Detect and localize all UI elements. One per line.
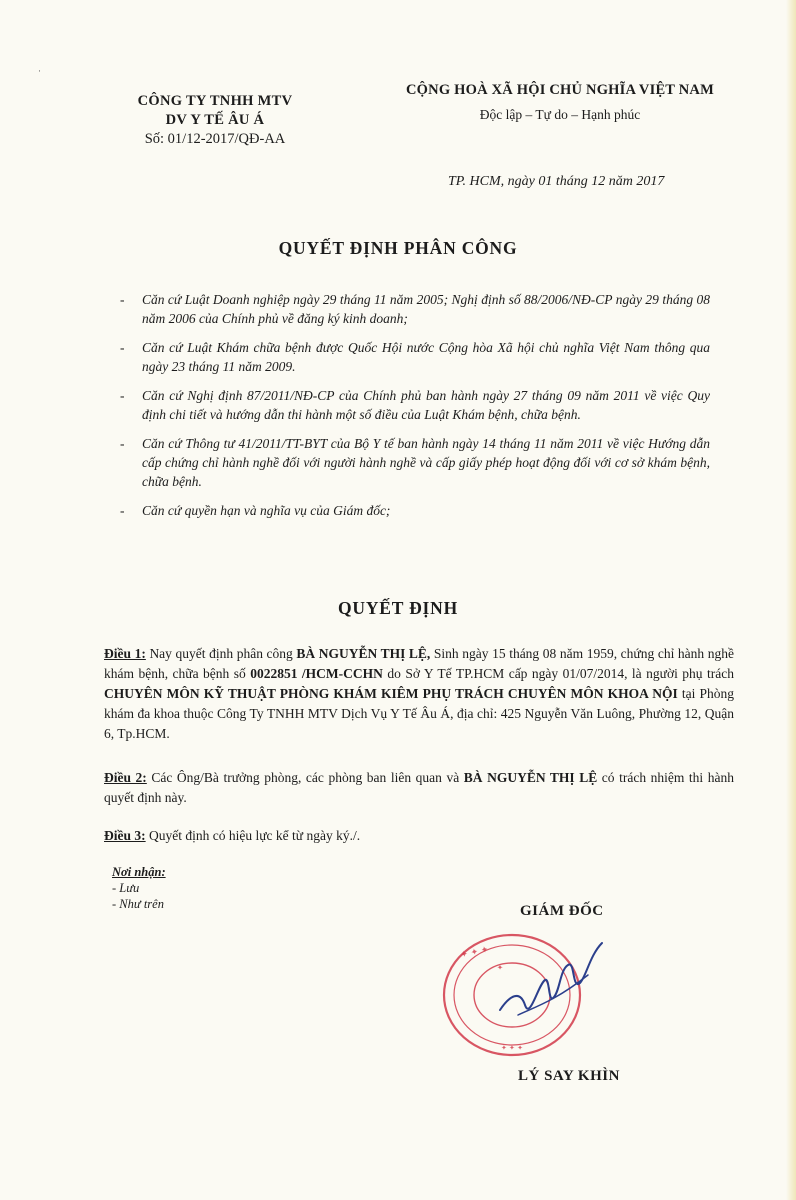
legal-basis-text: Căn cứ Nghị định 87/2011/NĐ-CP của Chính phủ ban hành ngày 27 tháng 09 năm 2011 về việc Quy định chi tiết và hướng dẫn thi hành một số điều của Luật Khám bệnh, chữa bệnh. bbox=[142, 388, 710, 422]
assignee-name: BÀ NGUYỄN THỊ LỆ, bbox=[296, 646, 431, 661]
article-1-text: Sinh ngày 15 tháng 08 năm 1959, chứng chỉ hành nghề khám bệnh, chữa bệnh số bbox=[104, 646, 734, 681]
legal-basis-text: Căn cứ Luật Khám chữa bệnh được Quốc Hội nước Cộng hòa Xã hội chủ nghĩa Việt Nam thông qua ngày 23 tháng 11 năm 2009. bbox=[142, 340, 710, 374]
svg-text:✦ ✦ ✦: ✦ ✦ ✦ bbox=[500, 1044, 524, 1052]
bullet-dash: - bbox=[120, 436, 125, 451]
assignee-name: BÀ NGUYỄN THỊ LỆ bbox=[463, 770, 598, 785]
legal-basis-text: Căn cứ quyền hạn và nghĩa vụ của Giám đốc; bbox=[142, 503, 391, 518]
document-number: Số: 01/12-2017/QĐ-AA bbox=[144, 131, 286, 147]
certificate-number: 0022851 /HCM-CCHN bbox=[250, 666, 383, 681]
director-name: LÝ SAY KHÌN bbox=[518, 1068, 620, 1084]
national-motto: Độc lập – Tự do – Hạnh phúc bbox=[479, 107, 641, 122]
company-name-line1: CÔNG TY TNHH MTV bbox=[137, 93, 293, 109]
paper-speck: · bbox=[38, 66, 41, 76]
article-3 bbox=[104, 826, 734, 846]
recipient-item: - Như trên bbox=[112, 897, 164, 911]
recipients-title: Nơi nhận: bbox=[112, 865, 166, 879]
issue-date: TP. HCM, ngày 01 tháng 12 năm 2017 bbox=[448, 174, 665, 189]
document-title: QUYẾT ĐỊNH PHÂN CÔNG bbox=[278, 238, 518, 258]
legal-basis-item bbox=[120, 434, 710, 491]
company-name-line2: DV Y TẾ ÂU Á bbox=[165, 112, 265, 128]
legal-basis-item bbox=[120, 386, 710, 424]
recipient-item: - Lưu bbox=[112, 881, 140, 895]
svg-text:✦ ✦ ✦: ✦ ✦ ✦ bbox=[459, 945, 490, 961]
legal-basis-text: Căn cứ Thông tư 41/2011/TT-BYT của Bộ Y tế ban hành ngày 14 tháng 11 năm 2011 về việc Hướng dẫn cấp chứng chỉ hành nghề đối với người hành nghề và cấp giấy phép hoạt động đối với cơ sở khám bệnh, chữa bệnh. bbox=[142, 436, 710, 489]
director-title: GIÁM ĐỐC bbox=[520, 903, 604, 919]
article-3-label: Điều 3: bbox=[104, 828, 146, 843]
bullet-dash: - bbox=[120, 340, 125, 355]
bullet-dash: - bbox=[120, 388, 125, 403]
article-2-label: Điều 2: bbox=[104, 770, 147, 785]
director-signature bbox=[490, 935, 610, 1035]
assigned-role: CHUYÊN MÔN KỸ THUẬT PHÒNG KHÁM KIÊM PHỤ TRÁCH CHUYÊN MÔN KHOA NỘI bbox=[104, 686, 678, 701]
bullet-dash: - bbox=[120, 292, 125, 307]
article-2 bbox=[104, 768, 734, 808]
company-header bbox=[100, 92, 330, 149]
national-header bbox=[380, 80, 740, 125]
article-3-text: Quyết định có hiệu lực kể từ ngày ký./. bbox=[145, 828, 361, 843]
legal-basis-item bbox=[120, 501, 710, 520]
article-2-text: có trách nhiệm thi hành quyết định này. bbox=[104, 770, 734, 805]
legal-basis-item bbox=[120, 338, 710, 376]
legal-basis-item bbox=[120, 290, 710, 328]
article-2-text: Các Ông/Bà trưởng phòng, các phòng ban liên quan và bbox=[146, 770, 464, 785]
bullet-dash: - bbox=[120, 503, 125, 518]
article-1 bbox=[104, 644, 734, 744]
decision-heading: QUYẾT ĐỊNH bbox=[338, 598, 458, 618]
recipients-block bbox=[112, 864, 312, 912]
legal-basis-text: Căn cứ Luật Doanh nghiệp ngày 29 tháng 11 năm 2005; Nghị định số 88/2006/NĐ-CP ngày 29 tháng 08 năm 2006 của Chính phủ về đăng ký kinh doanh; bbox=[142, 292, 710, 326]
legal-basis-list bbox=[120, 290, 710, 530]
svg-text:✦: ✦ bbox=[496, 963, 504, 972]
article-1-text: do Sở Y Tế TP.HCM cấp ngày 01/07/2014, là người phụ trách bbox=[382, 666, 734, 681]
article-1-text: tại Phòng khám đa khoa thuộc Công Ty TNHH MTV Dịch Vụ Y Tế Âu Á, địa chỉ: 425 Nguyễn Văn Luông, Phường 12, Quận 6, Tp.HCM. bbox=[104, 686, 734, 741]
national-title: CỘNG HOÀ XÃ HỘI CHỦ NGHĨA VIỆT NAM bbox=[406, 82, 714, 98]
article-1-text: Nay quyết định phân công bbox=[145, 646, 297, 661]
article-1-label: Điều 1: bbox=[104, 646, 146, 661]
